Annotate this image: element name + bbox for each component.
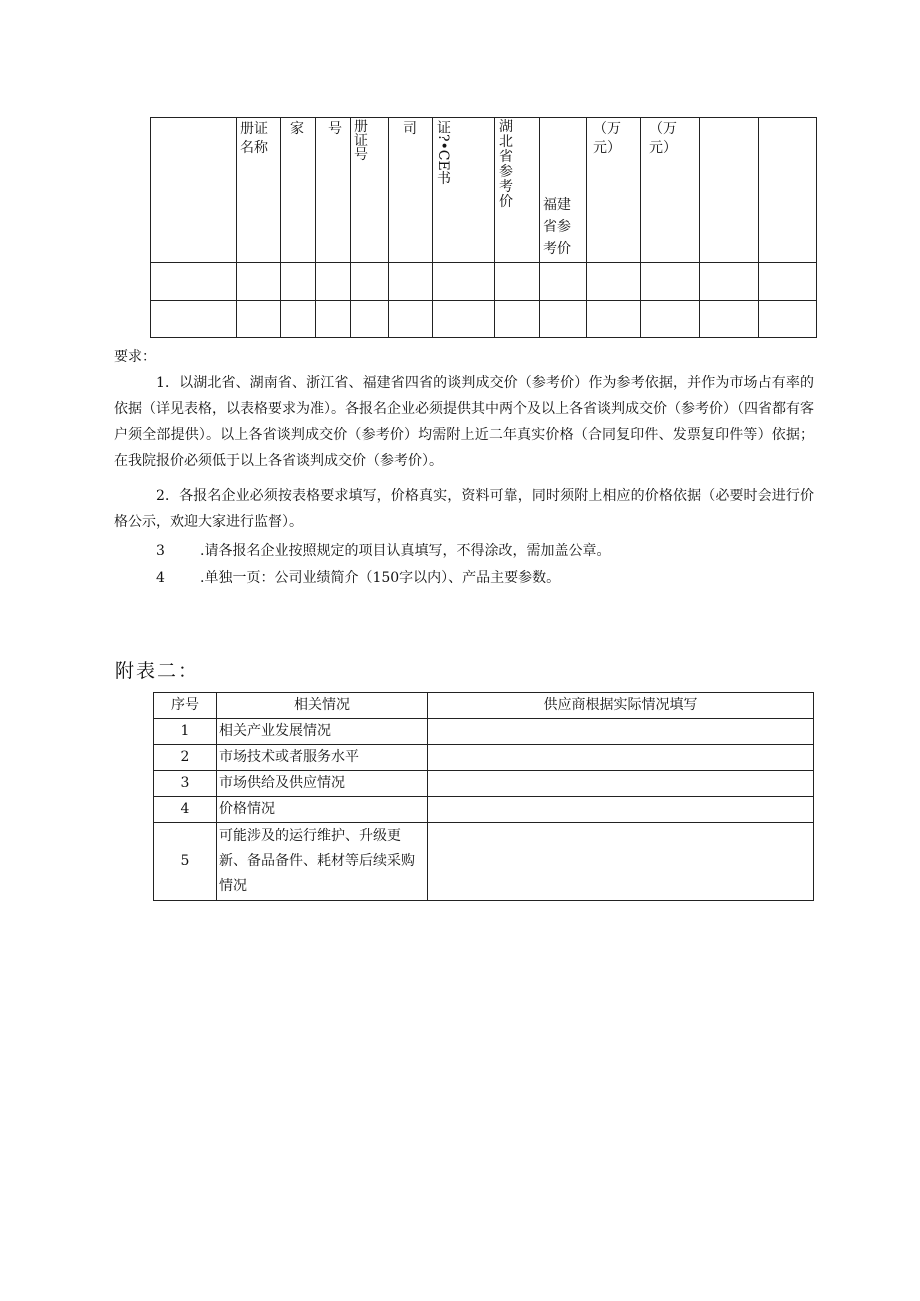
requirement-item-3 [156, 538, 610, 564]
row-fill-cell[interactable] [428, 797, 814, 823]
row-fill-cell[interactable] [428, 745, 814, 771]
table-row [154, 719, 814, 745]
header-cell: 福建 省参 考价 [540, 118, 587, 263]
header-cell: 司 [389, 118, 433, 263]
requirement-item-4 [156, 565, 560, 591]
table-row [151, 263, 817, 301]
row-item: 市场供给及供应情况 [217, 771, 428, 797]
row-fill-cell[interactable] [428, 719, 814, 745]
header-cell: 家 [281, 118, 316, 263]
appendix-2-title: 附表二： [115, 660, 200, 682]
row-number: 2 [154, 745, 217, 771]
row-item: 价格情况 [217, 797, 428, 823]
header-cell-item: 相关情况 [217, 693, 428, 719]
header-cell: 证?•CE书 [433, 118, 495, 263]
requirement-paragraph-2: 2．各报名企业必须按表格要求填写，价格真实，资料可靠，同时须附上相应的价格依据（必要时会进行价格公示，欢迎大家进行监督）。 [114, 488, 814, 530]
row-number: 1 [154, 719, 217, 745]
requirements-title: 要求： [114, 349, 156, 365]
table-row [154, 771, 814, 797]
row-number: 3 [154, 771, 217, 797]
row-item: 相关产业发展情况 [217, 719, 428, 745]
table-row [154, 797, 814, 823]
header-cell: 册 证 号 [351, 118, 389, 263]
table-row [154, 745, 814, 771]
header-cell: 湖 北 省 参 考 价 [495, 118, 540, 263]
row-number: 4 [154, 797, 217, 823]
item-text: .请各报名企业按照规定的项目认真填写，不得涂改，需加盖公章。 [200, 543, 611, 559]
header-cell: 册证 名称 [237, 118, 281, 263]
header-cell: 号 [316, 118, 351, 263]
item-text: .单独一页：公司业绩简介（150字以内）、产品主要参数。 [200, 570, 561, 586]
row-fill-cell[interactable] [428, 823, 814, 901]
row-fill-cell[interactable] [428, 771, 814, 797]
table-header-row [154, 693, 814, 719]
header-cell-fill: 供应商根据实际情况填写 [428, 693, 814, 719]
table-header-row [151, 118, 817, 263]
item-number: 4 [156, 570, 165, 586]
header-cell: （万 元） [587, 118, 641, 263]
row-number: 5 [154, 823, 217, 901]
item-number: 3 [156, 543, 165, 559]
row-item: 市场技术或者服务水平 [217, 745, 428, 771]
table-row [154, 823, 814, 901]
header-cell [759, 118, 817, 263]
header-cell: （万 元） [641, 118, 700, 263]
header-cell [151, 118, 237, 263]
requirement-paragraph-1: 1．以湖北省、湖南省、浙江省、福建省四省的谈判成交价（参考价）作为参考依据，并作为市场占有率的依据（详见表格，以表格要求为准）。各报名企业必须提供其中两个及以上各省谈判成交价（参考价）（四省都有客户须全部提供）。以上各省谈判成交价（参考价）均需附上近二年真实价格（合同复印件、发票复印件等）依据；在我院报价必须低于以上各省谈判成交价（参考价）。 [114, 375, 814, 469]
price-reference-table [150, 117, 817, 338]
header-cell-no: 序号 [154, 693, 217, 719]
table-row [151, 301, 817, 338]
row-item: 可能涉及的运行维护、升级更新、备品备件、耗材等后续采购情况 [217, 823, 428, 901]
appendix-2-table [153, 692, 814, 901]
header-cell [700, 118, 759, 263]
